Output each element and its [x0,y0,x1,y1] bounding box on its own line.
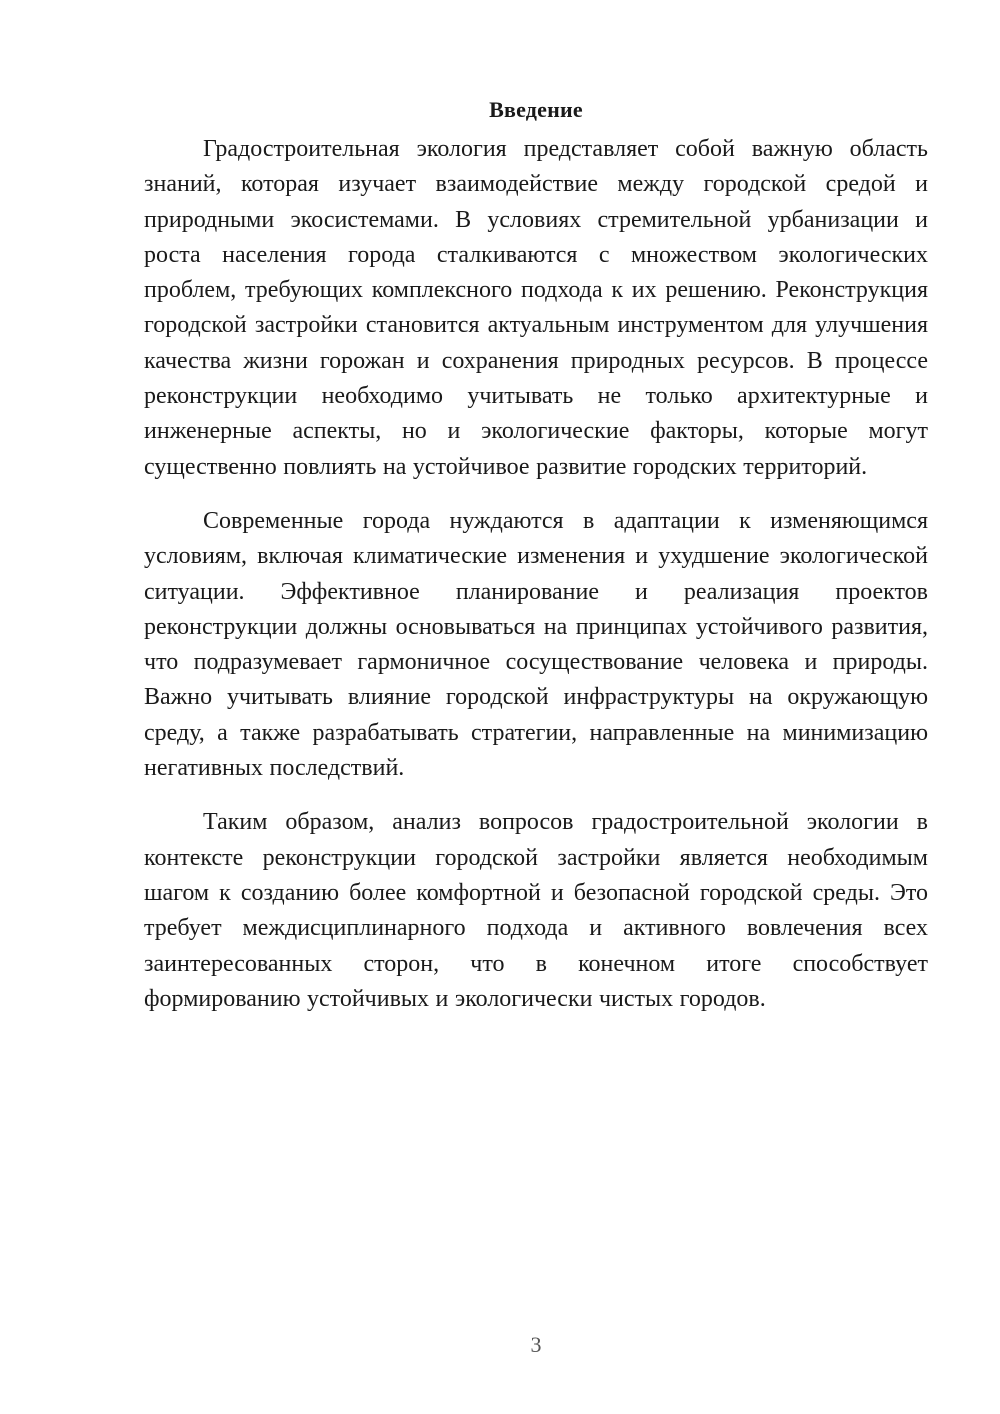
paragraph-2: Современные города нуждаются в адаптации к изменяющимся условиям, включая климатические изменения и ухудшение экологической ситуации. Эффективное планирование и реализация проектов реконструкции должны основываться на принципах устойчивого развития, что подразумевает гармоничное сосуществование человека и природы. Важно учитывать влияние городской инфраструктуры на окружающую среду, а также разрабатывать стратегии, направленные на минимизацию негативных последствий. [144,507,928,782]
page-content [144,94,928,1017]
page-number: 3 [530,1332,542,1357]
paragraph-3: Таким образом, анализ вопросов градостроительной экологии в контексте реконструкции городской застройки является необходимым шагом к созданию более комфортной и безопасной городской среды. Это требует междисциплинарного подхода и активного вовлечения всех заинтересованных сторон, что в конечном итоге способствует формированию устойчивых и экологически чистых городов. [144,809,928,1012]
paragraph-1: Градостроительная экология представляет собой важную область знаний, которая изучает взаимодействие между городской средой и природными экосистемами. В условиях стремительной урбанизации и роста населения города сталкиваются с множеством экологических проблем, требующих комплексного подхода к их решению. Реконструкция городской застройки становится актуальным инструментом для улучшения качества жизни горожан и сохранения природных ресурсов. В процессе реконструкции необходимо учитывать не только архитектурные и инженерные аспекты, но и экологические факторы, которые могут существенно повлиять на устойчивое развитие городских территорий. [144,136,928,480]
section-heading: Введение [489,97,583,122]
